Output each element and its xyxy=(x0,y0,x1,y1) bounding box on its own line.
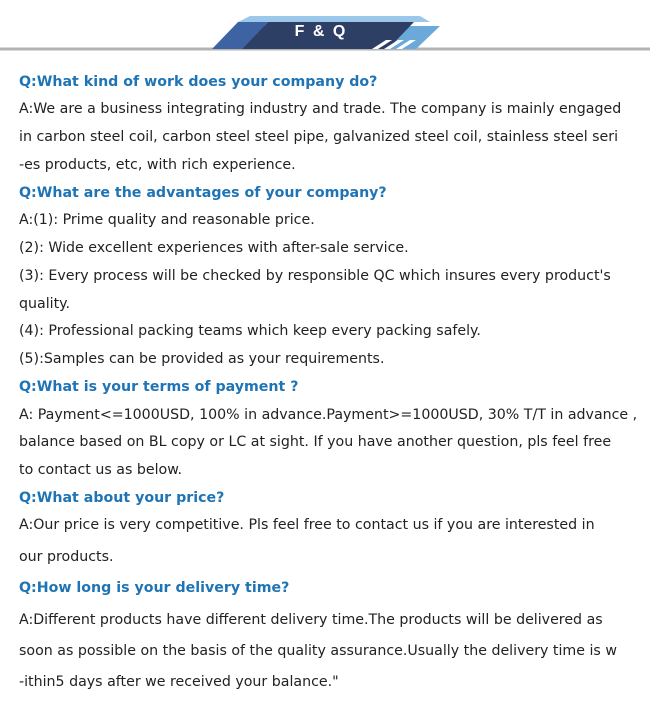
faq-answer-line: A: Payment<=1000USD, 100% in advance.Payment>=1000USD, 30% T/T in advance , xyxy=(19,407,638,423)
faq-answer-line: (3): Every process will be checked by responsible QC which insures every product's xyxy=(19,268,611,284)
faq-answer-line: balance based on BL copy or LC at sight. If you have another question, pls feel free xyxy=(19,434,612,450)
page-title: F & Q xyxy=(294,23,348,40)
faq-question: Q:How long is your delivery time? xyxy=(19,580,290,596)
faq-question: Q:What about your price? xyxy=(19,490,225,506)
faq-answer-line: -ithin5 days after we received your balance." xyxy=(19,674,339,690)
faq-answer-line: A:Different products have different delivery time.The products will be delivered as xyxy=(19,612,603,628)
faq-answer-line: our products. xyxy=(19,549,114,565)
faq-answer-line: A:We are a business integrating industry and trade. The company is mainly engaged xyxy=(19,101,622,117)
faq-answer-line: (5):Samples can be provided as your requirements. xyxy=(19,351,385,367)
faq-answer-line: (4): Professional packing teams which keep every packing safely. xyxy=(19,323,481,339)
faq-answer-line: A:(1): Prime quality and reasonable price. xyxy=(19,212,315,228)
faq-question: Q:What is your terms of payment ? xyxy=(19,379,299,395)
faq-answer-line: quality. xyxy=(19,296,71,312)
faq-answer-line: to contact us as below. xyxy=(19,462,183,478)
faq-answer-line: in carbon steel coil, carbon steel steel pipe, galvanized steel coil, stainless steel seri xyxy=(19,129,619,145)
faq-header-banner xyxy=(0,0,650,56)
faq-answer-line: soon as possible on the basis of the quality assurance.Usually the delivery time is w xyxy=(19,643,617,659)
faq-question: Q:What are the advantages of your company? xyxy=(19,185,387,201)
faq-answer-line: A:Our price is very competitive. Pls feel free to contact us if you are interested in xyxy=(19,517,595,533)
faq-answer-line: (2): Wide excellent experiences with after-sale service. xyxy=(19,240,409,256)
faq-question: Q:What kind of work does your company do? xyxy=(19,74,378,90)
faq-answer-line: -es products, etc, with rich experience. xyxy=(19,157,296,173)
